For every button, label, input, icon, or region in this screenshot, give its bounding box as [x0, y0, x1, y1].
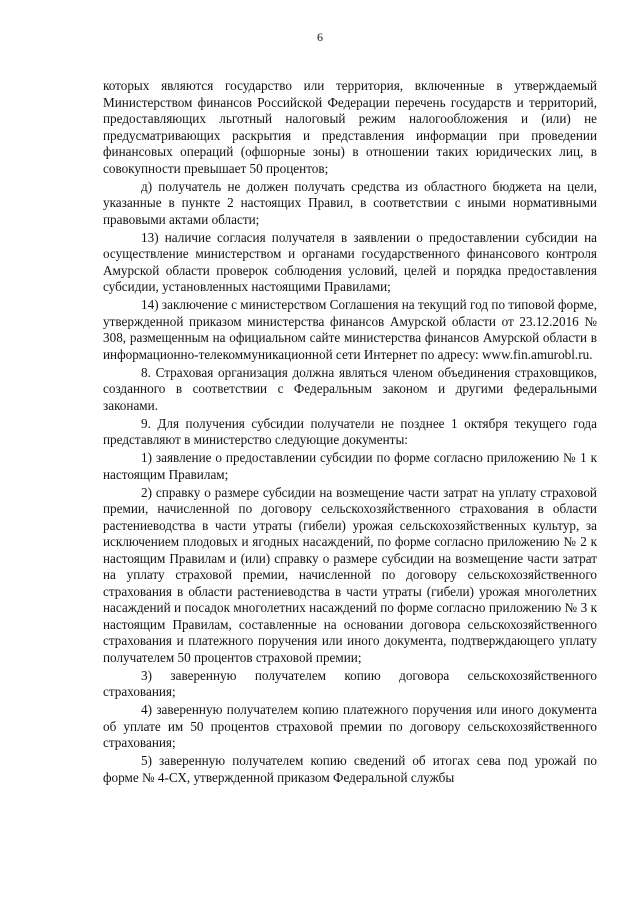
paragraph-section-9: 9. Для получения субсидии получатели не позднее 1 октября текущего года представляют в министерство следующие документы: — [103, 415, 597, 447]
paragraph-doc-2: 2) справку о размере субсидии на возмещение части затрат на уплату страховой премии, начисленной по договору сельскохозяйственного страхования в области растениеводства в части утраты (гибели) урожая сельскохозяйственных культур, за исключением плодовых и ягодных насаждений, по форме согласно приложению № 2 к настоящим Правилам и (или) справку о размере субсидии на возмещение части затрат на уплату страховой премии, начисленной по договору сельскохозяйственного страхования в области растениеводства в части утраты (гибели) урожая многолетних насаждений и посадок многолетних насаждений по форме согласно приложению № 3 к настоящим Правилам, составленные на основании договора сельскохозяйственного страхования и платежного поручения или иного документа, подтверждающего уплату получателем 50 процентов страховой премии; — [103, 484, 597, 665]
paragraph-doc-5: 5) заверенную получателем копию сведений об итогах сева под урожай по форме № 4-СХ, утвержденной приказом Федеральной службы — [103, 753, 597, 785]
paragraph-item-14: 14) заключение с министерством Соглашения на текущий год по типовой форме, утвержденной приказом министерства финансов Амурской области от 23.12.2016 № 308, размещенным на официальном сайте министерства финансов Амурской области в информационно-телекоммуникационной сети Интернет по адресу: www.fin.amurobl.ru. — [103, 297, 597, 362]
page-number: 6 — [317, 30, 323, 44]
paragraph-item-d: д) получатель не должен получать средства из областного бюджета на цели, указанные в пункте 2 настоящих Правил, в соответствии с иными нормативными правовыми актами области; — [103, 178, 597, 227]
paragraph-doc-4: 4) заверенную получателем копию платежного поручения или иного документа об уплате им 50 процентов страховой премии по договору сельскохозяйственного страхования; — [103, 702, 597, 750]
document-body — [103, 78, 597, 788]
paragraph-doc-1: 1) заявление о предоставлении субсидии по форме согласно приложению № 1 к настоящим Правилам; — [103, 450, 597, 482]
paragraph-continuation: которых являются государство или территория, включенные в утверждаемый Министерством финансов Российской Федерации перечень государств и территорий, предоставляющих льготный налоговый режим налогообложения и (или) не предусматривающих раскрытия и представления информации при проведении финансовых операций (офшорные зоны) в отношении таких юридических лиц, в совокупности превышает 50 процентов; — [103, 78, 597, 176]
paragraph-item-13: 13) наличие согласия получателя в заявлении о предоставлении субсидии на осуществление министерством и органами государственного финансового контроля Амурской области проверок соблюдения условий, целей и порядка предоставления субсидии, установленных настоящими Правилами; — [103, 229, 597, 294]
paragraph-doc-3: 3) заверенную получателем копию договора сельскохозяйственного страхования; — [103, 667, 597, 699]
paragraph-section-8: 8. Страховая организация должна являться членом объединения страховщиков, созданного в соответствии с Федеральным законом и другими федеральными законами. — [103, 364, 597, 413]
